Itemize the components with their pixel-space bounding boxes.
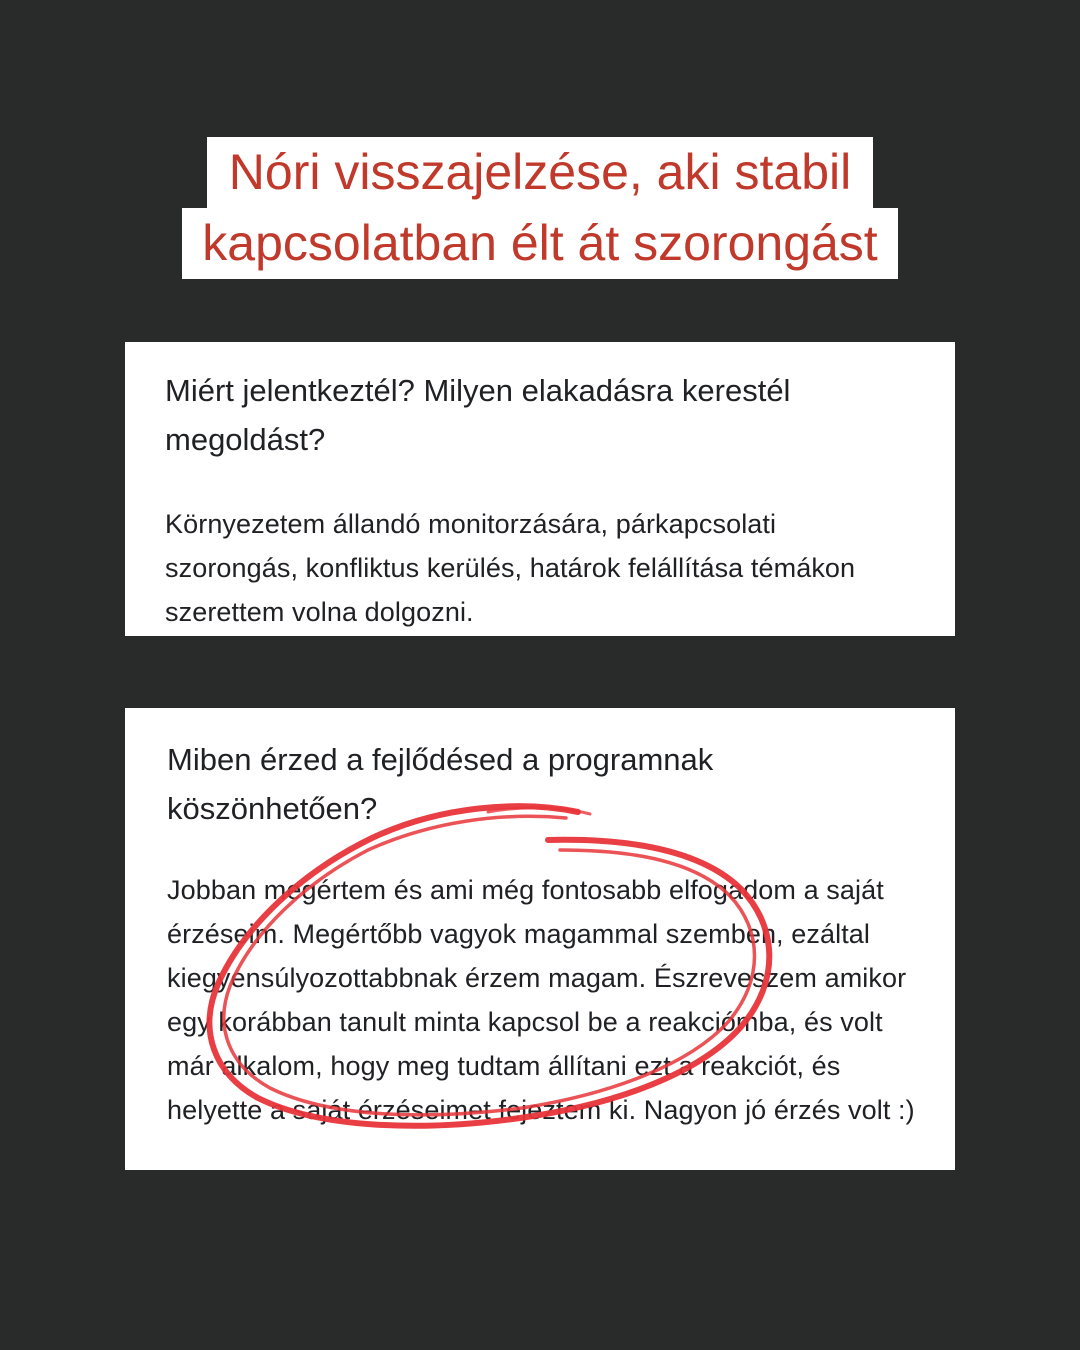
title-line-1	[0, 137, 1080, 208]
question-1: Miért jelentkeztél? Milyen elakadásra kerestél megoldást?	[165, 373, 791, 457]
question-2: Miben érzed a fejlődésed a programnak köszönhetően?	[167, 742, 714, 826]
page-title-line-1: Nóri visszajelzése, aki stabil	[207, 137, 873, 208]
title-line-2	[0, 208, 1080, 279]
feedback-card-2	[125, 708, 955, 1170]
answer-2: Jobban megértem és ami még fontosabb elfogadom a saját érzéseim. Megértőbb vagyok magammal szemben, ezáltal kiegyensúlyozottabbnak érzem magam. Észreveszem amikor egy korábban tanult minta kapcsol be a reakciómba, és volt már alkalom, hogy meg tudtam állítani ezt a reakciót, és helyette a saját érzéseimet fejeztem ki. Nagyon jó érzés volt :)	[167, 875, 915, 1125]
page-title-line-2: kapcsolatban élt át szorongást	[182, 208, 897, 279]
answer-1: Környezetem állandó monitorzására, párkapcsolati szorongás, konfliktus kerülés, határok felállítása témákon szerettem volna dolgozni.	[165, 509, 856, 627]
feedback-card-1	[125, 342, 955, 636]
